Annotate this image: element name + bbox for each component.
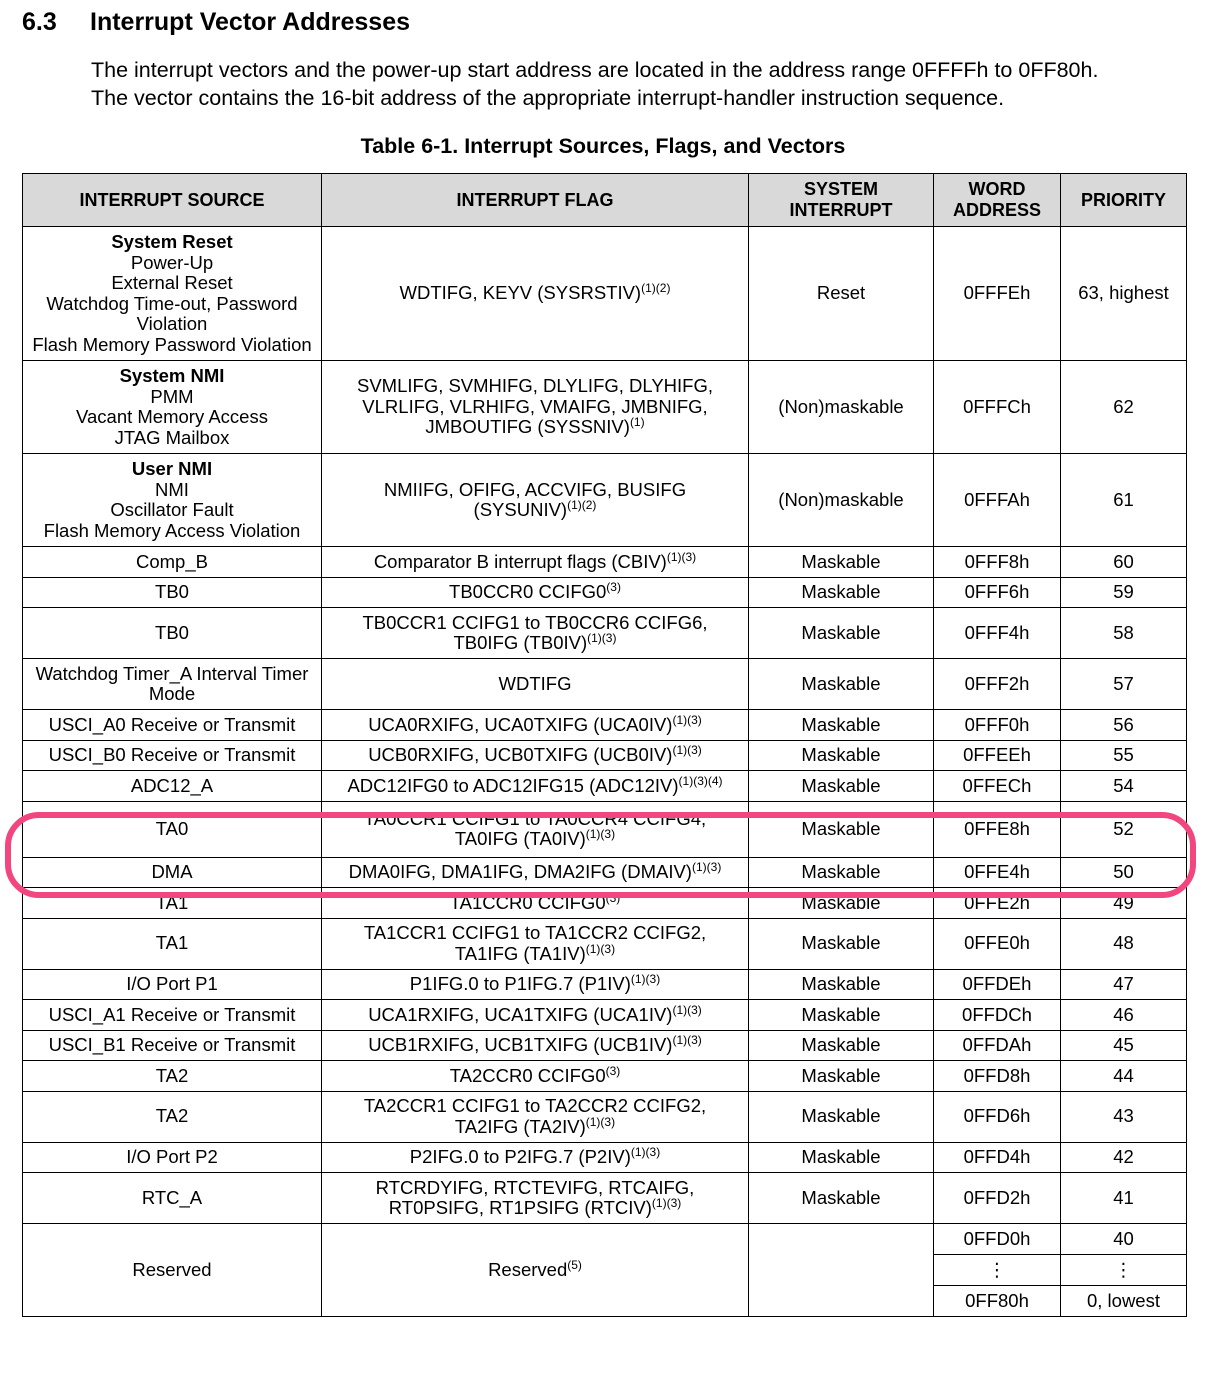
flag-cell: [322, 577, 749, 608]
priority-cell: 45: [1061, 1030, 1187, 1061]
source-line: Flash Memory Access Violation: [43, 519, 301, 541]
source-text: TA2: [155, 1064, 189, 1086]
flag-text: WDTIFG, KEYV (SYSRSTIV): [399, 282, 642, 304]
footnote-ref: (1)(3): [630, 972, 661, 986]
flag-text: P2IFG.0 to P2IFG.7 (P2IV): [409, 1146, 631, 1167]
flag-cell: [322, 969, 749, 1000]
source-text: Reserved: [132, 1258, 212, 1280]
flag-line: RT0PSIFG, RT1PSIFG (RTCIV): [388, 1197, 652, 1218]
source-text: TA1: [155, 891, 189, 913]
word-address-cell: 0FFFCh: [934, 361, 1061, 454]
priority-cell: 52: [1061, 801, 1187, 857]
footnote-ref: (1)(3): [672, 1033, 702, 1047]
flag-line: TA0CCR1 CCIFG1 to TA0CCR4 CCIFG4,: [363, 807, 707, 829]
source-line: PMM: [150, 385, 194, 407]
table-row-reserved: [23, 1224, 1187, 1255]
priority-cell: 61: [1061, 454, 1187, 547]
system-interrupt-cell: Maskable: [749, 918, 934, 969]
footnote-ref: (1)(3): [672, 743, 702, 757]
priority-cell: 46: [1061, 1000, 1187, 1031]
system-interrupt-cell: Maskable: [749, 888, 934, 919]
system-interrupt-cell: Maskable: [749, 608, 934, 659]
header-interrupt-source: INTERRUPT SOURCE: [23, 174, 322, 227]
word-address-cell: 0FFDEh: [934, 969, 1061, 1000]
word-address-cell: 0FFE4h: [934, 857, 1061, 888]
priority-cell: 43: [1061, 1091, 1187, 1142]
flag-line: TA1CCR1 CCIFG1 to TA1CCR2 CCIFG2,: [363, 922, 707, 943]
footnote-ref: (3): [605, 890, 621, 905]
system-interrupt-cell: Maskable: [749, 1061, 934, 1092]
flag-text: ADC12IFG0 to ADC12IFG15 (ADC12IV): [347, 774, 679, 796]
source-cell: [23, 227, 322, 361]
word-address-cell: 0FFFEh: [934, 227, 1061, 361]
word-address-cell: 0FFE2h: [934, 888, 1061, 919]
priority-cell: 57: [1061, 659, 1187, 710]
table-row: [23, 547, 1187, 578]
priority-cell: 58: [1061, 608, 1187, 659]
source-cell: [23, 1224, 322, 1317]
interrupt-vector-table: [22, 173, 1187, 1317]
flag-line: TA2CCR1 CCIFG1 to TA2CCR2 CCIFG2,: [363, 1095, 707, 1116]
flag-line: NMIIFG, OFIFG, ACCVIFG, BUSIFG: [383, 478, 687, 500]
footnote-ref: (1): [629, 415, 645, 430]
system-interrupt-cell: Maskable: [749, 771, 934, 802]
source-line: Watchdog Timer_A Interval Timer: [35, 662, 309, 684]
priority-ellipsis: ⋮: [1061, 1255, 1187, 1286]
header-interrupt-flag: INTERRUPT FLAG: [322, 174, 749, 227]
system-interrupt-cell: Maskable: [749, 710, 934, 741]
flag-text: Reserved: [488, 1258, 568, 1280]
word-address-cell: 0FFF0h: [934, 710, 1061, 741]
priority-cell: 56: [1061, 710, 1187, 741]
footnote-ref: (1)(3): [630, 1145, 661, 1159]
flag-text: P1IFG.0 to P1IFG.7 (P1IV): [409, 973, 631, 994]
priority-cell: 59: [1061, 577, 1187, 608]
source-cell: [23, 1173, 322, 1224]
source-cell: [23, 771, 322, 802]
flag-cell: [322, 1224, 749, 1317]
priority-cell: 60: [1061, 547, 1187, 578]
source-text: USCI_A1 Receive or Transmit: [48, 1003, 296, 1025]
source-line: Oscillator Fault: [110, 499, 234, 520]
footnote-ref: (1)(3): [672, 712, 702, 727]
system-interrupt-cell: Maskable: [749, 740, 934, 771]
system-interrupt-cell: Maskable: [749, 801, 934, 857]
source-cell: [23, 577, 322, 608]
flag-text: Comparator B interrupt flags (CBIV): [373, 550, 667, 572]
flag-line: TA0IFG (TA0IV): [454, 828, 586, 849]
source-line: External Reset: [111, 272, 233, 293]
flag-cell: [322, 227, 749, 361]
table-row: [23, 969, 1187, 1000]
word-address-cell: 0FFECh: [934, 771, 1061, 802]
table-row: [23, 577, 1187, 608]
table-row: [23, 608, 1187, 659]
flag-line: (SYSUNIV): [473, 499, 568, 520]
source-cell: [23, 1000, 322, 1031]
source-line: Watchdog Time-out, Password: [46, 292, 298, 314]
source-text: USCI_B0 Receive or Transmit: [48, 744, 296, 765]
source-cell: [23, 710, 322, 741]
table-row: [23, 1000, 1187, 1031]
system-interrupt-cell: Maskable: [749, 1091, 934, 1142]
word-address-cell: 0FFFAh: [934, 454, 1061, 547]
flag-cell: [322, 1173, 749, 1224]
source-text: DMA: [151, 861, 193, 882]
system-interrupt-cell: Maskable: [749, 1030, 934, 1061]
source-text: RTC_A: [141, 1186, 203, 1208]
source-cell: [23, 659, 322, 710]
source-cell: [23, 454, 322, 547]
footnote-ref: (1)(3): [672, 1002, 702, 1017]
source-line: Mode: [148, 683, 196, 704]
table-row: [23, 454, 1187, 547]
priority-cell: 44: [1061, 1061, 1187, 1092]
table-body: [23, 227, 1187, 1224]
header-word-address: [934, 174, 1061, 227]
table-row: [23, 1173, 1187, 1224]
address-cell: 0FF80h: [934, 1286, 1061, 1317]
table-caption: Table 6-1. Interrupt Sources, Flags, and Vectors: [360, 134, 846, 158]
priority-cell: 54: [1061, 771, 1187, 802]
priority-cell: 49: [1061, 888, 1187, 919]
source-text: TB0: [155, 621, 189, 643]
flag-cell: [322, 1000, 749, 1031]
system-interrupt-cell: Maskable: [749, 659, 934, 710]
source-text: Comp_B: [136, 550, 208, 572]
address-ellipsis: ⋮: [934, 1255, 1061, 1286]
table-row: [23, 1030, 1187, 1061]
system-interrupt-cell: (Non)maskable: [749, 361, 934, 454]
word-address-cell: 0FFE0h: [934, 918, 1061, 969]
flag-line: SVMLIFG, SVMHIFG, DLYLIFG, DLYHIFG,: [356, 375, 713, 397]
flag-text: TB0CCR0 CCIFG0: [449, 581, 607, 602]
flag-cell: [322, 740, 749, 771]
system-cell: [749, 1224, 934, 1317]
source-line: NMI: [155, 478, 189, 500]
word-address-cell: 0FFF8h: [934, 547, 1061, 578]
table-row: [23, 1091, 1187, 1142]
flag-line: JMBOUTIFG (SYSSNIV): [425, 416, 630, 438]
table-row: [23, 771, 1187, 802]
highlight-annotation: [5, 812, 1196, 898]
flag-cell: [322, 454, 749, 547]
system-interrupt-cell: Maskable: [749, 1142, 934, 1173]
system-interrupt-cell: Maskable: [749, 969, 934, 1000]
system-interrupt-cell: Maskable: [749, 857, 934, 888]
priority-cell: 42: [1061, 1142, 1187, 1173]
footnote-ref: (1)(2): [567, 498, 597, 512]
word-address-cell: 0FFE8h: [934, 801, 1061, 857]
flag-text: TA1CCR0 CCIFG0: [449, 891, 606, 913]
priority-cell: 48: [1061, 918, 1187, 969]
source-text: TB0: [155, 581, 189, 602]
system-interrupt-cell: Maskable: [749, 1000, 934, 1031]
flag-cell: [322, 1091, 749, 1142]
footnote-ref: (1)(3): [651, 1196, 682, 1210]
flag-cell: [322, 1142, 749, 1173]
source-title: System NMI: [119, 365, 225, 386]
source-cell: [23, 1061, 322, 1092]
flag-text: TA2CCR0 CCIFG0: [449, 1064, 606, 1086]
word-address-cell: 0FFDCh: [934, 1000, 1061, 1031]
flag-cell: [322, 771, 749, 802]
section-number: 6.3: [22, 8, 57, 36]
flag-line: RTCRDYIFG, RTCTEVIFG, RTCAIFG,: [375, 1176, 695, 1198]
system-interrupt-cell: Reset: [749, 227, 934, 361]
source-cell: [23, 547, 322, 578]
header-line: INTERRUPT: [789, 200, 893, 220]
table-row: [23, 740, 1187, 771]
source-line: TA0: [155, 817, 189, 839]
table-header-row: [23, 174, 1187, 227]
word-address-cell: 0FFDAh: [934, 1030, 1061, 1061]
footnote-ref: (1)(3)(4): [678, 773, 723, 788]
source-text: I/O Port P2: [126, 1146, 218, 1167]
priority-cell: 41: [1061, 1173, 1187, 1224]
footnote-ref: (1)(3): [585, 1114, 616, 1129]
priority-cell: 63, highest: [1061, 227, 1187, 361]
flag-line: VLRLIFG, VLRHIFG, VMAIFG, JMBNIFG,: [362, 395, 708, 417]
source-line: JTAG Mailbox: [114, 426, 230, 448]
priority-cell: 62: [1061, 361, 1187, 454]
header-line: ADDRESS: [952, 200, 1041, 220]
footnote-ref: (1)(3): [666, 549, 697, 564]
flag-line: TA2IFG (TA2IV): [454, 1115, 586, 1137]
source-cell: [23, 969, 322, 1000]
source-cell: [23, 361, 322, 454]
priority-cell: 0, lowest: [1061, 1286, 1187, 1317]
source-text: ADC12_A: [130, 774, 214, 796]
table-row: [23, 659, 1187, 710]
system-interrupt-cell: (Non)maskable: [749, 454, 934, 547]
flag-cell: [322, 659, 749, 710]
flag-text: UCB1RXIFG, UCB1TXIFG (UCB1IV): [368, 1034, 673, 1055]
source-text: TA2: [155, 1105, 189, 1127]
word-address-cell: 0FFD8h: [934, 1061, 1061, 1092]
flag-line: TB0CCR1 CCIFG1 to TB0CCR6 CCIFG6,: [362, 611, 708, 633]
source-cell: [23, 918, 322, 969]
source-cell: [23, 1091, 322, 1142]
system-interrupt-cell: Maskable: [749, 577, 934, 608]
flag-cell: [322, 361, 749, 454]
word-address-cell: 0FFD4h: [934, 1142, 1061, 1173]
word-address-cell: 0FFF2h: [934, 659, 1061, 710]
header-line: WORD: [968, 179, 1026, 199]
flag-cell: [322, 608, 749, 659]
source-text: USCI_A0 Receive or Transmit: [48, 713, 296, 735]
flag-text: UCB0RXIFG, UCB0TXIFG (UCB0IV): [368, 744, 673, 765]
flag-text: UCA0RXIFG, UCA0TXIFG (UCA0IV): [368, 713, 673, 735]
footnote-ref: (1)(3): [587, 631, 617, 645]
system-interrupt-cell: Maskable: [749, 1173, 934, 1224]
source-line: Flash Memory Password Violation: [32, 333, 312, 355]
flag-text: DMA0IFG, DMA1IFG, DMA2IFG (DMAIV): [348, 861, 692, 882]
address-cell: 0FFD0h: [934, 1224, 1061, 1255]
system-interrupt-cell: Maskable: [749, 547, 934, 578]
table-row: [23, 1061, 1187, 1092]
footnote-ref: (5): [567, 1257, 582, 1272]
priority-cell: 50: [1061, 857, 1187, 888]
reserved-section: [23, 1224, 1187, 1317]
intro-line: The interrupt vectors and the power-up start address are located in the address range 0FFFFh to 0FF80h.: [91, 58, 1099, 82]
footnote-ref: (1)(3): [585, 827, 616, 841]
source-cell: [23, 740, 322, 771]
source-text: TA1: [155, 932, 189, 954]
flag-text: UCA1RXIFG, UCA1TXIFG (UCA1IV): [368, 1003, 673, 1025]
flag-cell: [322, 1030, 749, 1061]
word-address-cell: 0FFF4h: [934, 608, 1061, 659]
priority-cell: 40: [1061, 1224, 1187, 1255]
footnote-ref: (1)(3): [691, 860, 722, 874]
source-cell: [23, 1030, 322, 1061]
source-text: I/O Port P1: [126, 973, 218, 994]
word-address-cell: 0FFF6h: [934, 577, 1061, 608]
header-line: SYSTEM: [803, 179, 878, 199]
word-address-cell: 0FFD2h: [934, 1173, 1061, 1224]
flag-cell: [322, 1061, 749, 1092]
flag-line: TB0IFG (TB0IV): [453, 632, 588, 653]
intro-paragraph: [91, 56, 1201, 112]
flag-line: TA1IFG (TA1IV): [454, 942, 586, 964]
flag-text: WDTIFG: [498, 672, 572, 694]
section-title: Interrupt Vector Addresses: [90, 8, 411, 36]
footnote-ref: (3): [606, 580, 621, 594]
intro-line: The vector contains the 16-bit address of the appropriate interrupt-handler instruction sequence.: [91, 86, 1005, 110]
source-title: System Reset: [111, 231, 233, 252]
flag-cell: [322, 710, 749, 741]
priority-cell: 55: [1061, 740, 1187, 771]
footnote-ref: (1)(2): [641, 281, 671, 296]
section-heading: [22, 8, 410, 37]
source-line: Vacant Memory Access: [76, 406, 268, 427]
header-system-interrupt: [749, 174, 934, 227]
source-cell: [23, 608, 322, 659]
footnote-ref: (1)(3): [585, 941, 616, 956]
flag-cell: [322, 918, 749, 969]
header-priority: PRIORITY: [1061, 174, 1187, 227]
priority-cell: 47: [1061, 969, 1187, 1000]
table-row: [23, 1142, 1187, 1173]
flag-cell: [322, 547, 749, 578]
source-line: Violation: [136, 313, 208, 334]
table-row: [23, 361, 1187, 454]
word-address-cell: 0FFEEh: [934, 740, 1061, 771]
table-row: [23, 710, 1187, 741]
source-text: USCI_B1 Receive or Transmit: [48, 1034, 296, 1055]
table-row: [23, 918, 1187, 969]
word-address-cell: 0FFD6h: [934, 1091, 1061, 1142]
footnote-ref: (3): [605, 1063, 621, 1078]
source-cell: [23, 1142, 322, 1173]
table-row: [23, 227, 1187, 361]
source-title: User NMI: [131, 458, 213, 479]
source-line: Power-Up: [130, 251, 214, 273]
